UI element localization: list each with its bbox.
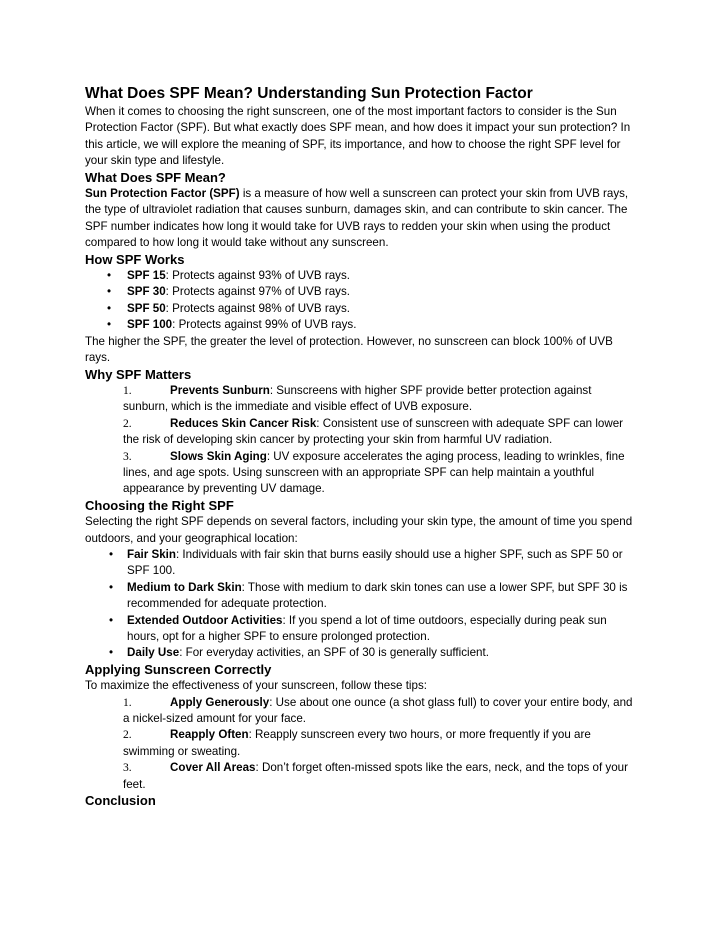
- choosing-spf-list: [85, 547, 637, 662]
- spf-term: Sun Protection Factor (SPF): [85, 187, 240, 201]
- list-item: [85, 645, 637, 661]
- list-item-term: Extended Outdoor Activities: [127, 613, 283, 627]
- bullet: •: [107, 285, 112, 299]
- bullet: •: [109, 580, 114, 594]
- list-item: [85, 613, 637, 646]
- choosing-spf-intro: Selecting the right SPF depends on several factors, including your skin type, the amount of time you spend outdoors, and your geographical location:: [85, 515, 633, 545]
- list-item-term: Slows Skin Aging: [170, 449, 267, 463]
- list-number: 2.: [123, 728, 132, 742]
- list-item-text: : Reapply sunscreen every two hours, or more frequently if you are swimming or sweating.: [123, 728, 591, 758]
- list-item: [85, 547, 637, 580]
- list-item: [85, 760, 637, 793]
- list-number: 2.: [123, 416, 132, 430]
- list-item-term: Daily Use: [127, 646, 180, 660]
- bullet: •: [109, 646, 114, 660]
- list-item-text: : Individuals with fair skin that burns easily should use a higher SPF, such as SPF 50 or SPF 100.: [127, 547, 623, 578]
- list-item-text: : For everyday activities, an SPF of 30 is generally sufficient.: [179, 646, 489, 660]
- list-item-term: Cover All Areas: [170, 761, 256, 775]
- list-item-term: SPF 15: [127, 269, 166, 283]
- section-heading-how-spf-works: How SPF Works: [85, 251, 185, 267]
- list-item-term: SPF 30: [127, 285, 166, 299]
- section-heading-why-spf-matters: Why SPF Matters: [85, 366, 192, 382]
- why-spf-matters-list: [85, 383, 637, 498]
- list-item-text: : Sunscreens with higher SPF provide better protection against sunburn, which is the immediate and visible effect of UVB exposure.: [123, 383, 592, 414]
- spf-definition-text: is a measure of how well a sunscreen can protect your skin from UVB rays, the type of ultraviolet radiation that causes sunburn, damages skin, and can contribute to skin cancer. The SPF number indicates how long it would take for UVB rays to redden your skin when using the product compared to how long it would take without any sunscreen.: [85, 187, 629, 250]
- section-heading-conclusion: Conclusion: [85, 793, 156, 809]
- list-item: [85, 449, 637, 498]
- document-body: [85, 84, 637, 809]
- bullet: •: [107, 301, 112, 315]
- list-number: 3.: [123, 761, 132, 775]
- list-item-term: SPF 50: [127, 301, 166, 315]
- spf-definition-paragraph: [85, 186, 637, 252]
- list-item: [85, 301, 637, 317]
- list-item: [85, 268, 637, 284]
- bullet: •: [109, 613, 114, 627]
- list-item: [85, 727, 637, 760]
- section-heading-choosing-spf: Choosing the Right SPF: [85, 497, 234, 513]
- applying-sunscreen-list: [85, 695, 637, 793]
- list-item-term: Fair Skin: [127, 547, 176, 561]
- list-number: 3.: [123, 449, 132, 463]
- list-item-text: : UV exposure accelerates the aging process, leading to wrinkles, fine lines, and age spots. Using sunscreen with an appropriate SPF can help maintain a youthful appearance by preventing UV damage.: [123, 449, 625, 496]
- list-item-term: Medium to Dark Skin: [127, 580, 242, 594]
- list-item: [85, 284, 637, 300]
- list-item: [85, 416, 637, 449]
- list-item-term: Prevents Sunburn: [170, 383, 270, 397]
- list-item-term: SPF 100: [127, 318, 173, 332]
- list-item-text: : Don’t forget often-missed spots like the ears, neck, and the tops of your feet.: [123, 761, 628, 791]
- bullet: •: [107, 269, 112, 283]
- list-number: 1.: [123, 383, 132, 397]
- list-item-term: Reapply Often: [170, 728, 249, 742]
- list-item-text: : Protects against 98% of UVB rays.: [165, 301, 350, 315]
- list-item-term: Apply Generously: [170, 695, 270, 709]
- section-heading-applying-sunscreen: Applying Sunscreen Correctly: [85, 661, 272, 677]
- list-item: [85, 317, 637, 333]
- list-item-term: Reduces Skin Cancer Risk: [170, 416, 317, 430]
- list-number: 1.: [123, 695, 132, 709]
- bullet: •: [109, 547, 114, 561]
- applying-sunscreen-intro: To maximize the effectiveness of your sunscreen, follow these tips:: [85, 679, 427, 693]
- spf-levels-summary: The higher the SPF, the greater the level of protection. However, no sunscreen can block 100% of UVB rays.: [85, 334, 613, 365]
- list-item: [85, 695, 637, 728]
- list-item: [85, 580, 637, 613]
- list-item: [85, 383, 637, 416]
- list-item-text: : Use about one ounce (a shot glass full) to cover your entire body, and a nickel-sized amount for your face.: [123, 695, 633, 726]
- list-item-text: : Protects against 99% of UVB rays.: [172, 318, 357, 332]
- intro-paragraph: When it comes to choosing the right sunscreen, one of the most important factors to consider is the Sun Protection Factor (SPF). But what exactly does SPF mean, and how does it impact your sun protection? In this article, we will explore the meaning of SPF, its importance, and how to choose the right SPF level for your skin type and lifestyle.: [85, 105, 631, 168]
- list-item-text: : Protects against 97% of UVB rays.: [165, 285, 350, 299]
- section-heading-what-is-spf: What Does SPF Mean?: [85, 169, 226, 185]
- list-item-text: : Consistent use of sunscreen with adequate SPF can lower the risk of developing skin cancer by protecting your skin from harmful UV radiation.: [123, 416, 624, 447]
- spf-levels-list: [85, 268, 637, 334]
- bullet: •: [107, 318, 112, 332]
- list-item-text: : If you spend a lot of time outdoors, especially during peak sun hours, opt for a higher SPF to ensure prolonged protection.: [127, 613, 607, 643]
- list-item-text: : Those with medium to dark skin tones can use a lower SPF, but SPF 30 is recommended for adequate protection.: [127, 580, 628, 611]
- page-title: What Does SPF Mean? Understanding Sun Protection Factor: [85, 85, 533, 102]
- list-item-text: : Protects against 93% of UVB rays.: [165, 269, 350, 283]
